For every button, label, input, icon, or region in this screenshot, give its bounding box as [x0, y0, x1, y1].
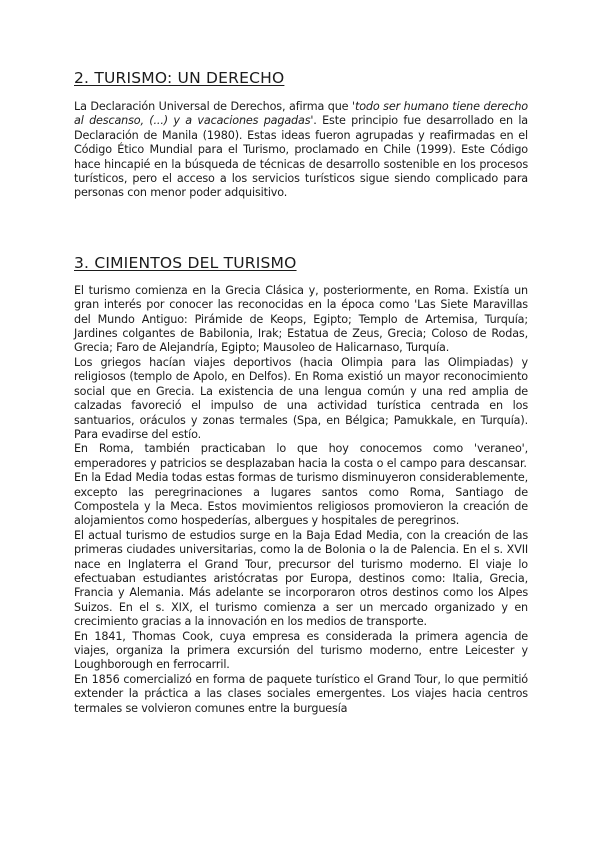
paragraph-grand-tour-paquete: En 1856 comercializó en forma de paquete turístico el Grand Tour, lo que permitió extender la práctica a las clases sociales emergentes. Los viajes hacia centros termales se volvieron comunes entre la burguesía: [74, 672, 528, 715]
paragraph-text-after: '. Este principio fue desarrollado en la Declaración de Manila (1980). Estas ideas fueron agrupadas y reafirmadas en el Código Ético Mundial para el Turismo, proclamado en Chile (1999). Este Código hace hincapié en la búsqueda de técnicas de desarrollo sostenible en los procesos turísticos, pero el acceso a los servicios turísticos sigue siendo complicado para personas con menor poder adquisitivo.: [74, 114, 528, 200]
paragraph-text-before: La Declaración Universal de Derechos, afirma que ': [74, 100, 355, 113]
document-page: [74, 68, 528, 716]
paragraph-roma-veraneo: En Roma, también practicaban lo que hoy conocemos como 'veraneo', emperadores y patricios se desplazaban hacia la costa o el campo para descansar.: [74, 442, 528, 470]
paragraph-turismo-derecho: [74, 100, 528, 201]
quoted-declaration: todo ser humano tiene derecho al descanso, (...) y a vacaciones pagadas: [74, 100, 528, 128]
paragraph-turismo-estudios: El actual turismo de estudios surge en la Baja Edad Media, con la creación de las primeras ciudades universitarias, como la de Bolonia o la de Palencia. En el s. XVII nace en Inglaterra el Grand Tour, precursor del turismo moderno. El viaje lo efectuaban estudiantes aristócratas por Europa, destinos como: Italia, Grecia, Francia y Alemania. Más adelante se incorporaron otros destinos como los Alpes Suizos. En el s. XIX, el turismo comienza a ser un mercado organizado y en crecimiento gracias a la innovación en los medios de transporte.: [74, 528, 528, 629]
section-heading-turismo-derecho: 2. TURISMO: UN DERECHO: [74, 69, 285, 87]
paragraph-griegos-viajes: Los griegos hacían viajes deportivos (hacia Olimpia para las Olimpiadas) y religiosos (templo de Apolo, en Delfos). En Roma existió un mayor reconocimiento social que en Grecia. La existencia de una lengua común y una red amplia de calzadas favoreció el impulso de una actividad turística centrada en los santuarios, oráculos y zonas termales (Spa, en Bélgica; Pamukkale, en Turquía). Para evadirse del estío.: [74, 355, 528, 441]
section-cimientos: [74, 253, 528, 716]
paragraph-edad-media: En la Edad Media todas estas formas de turismo disminuyeron considerablemente, excepto las peregrinaciones a lugares santos como Roma, Santiago de Compostela y la Meca. Estos movimientos religiosos promovieron la creación de alojamientos como hospederías, albergues y hospitales de peregrinos.: [74, 471, 528, 528]
section-heading-cimientos: 3. CIMIENTOS DEL TURISMO: [74, 253, 297, 272]
paragraph-thomas-cook: En 1841, Thomas Cook, cuya empresa es considerada la primera agencia de viajes, organiza la primera excursión del turismo moderno, entre Leicester y Loughborough en ferrocarril.: [74, 629, 528, 672]
paragraph-grecia-roma: El turismo comienza en la Grecia Clásica y, posteriormente, en Roma. Existía un gran interés por conocer las reconocidas en la época como 'Las Siete Maravillas del Mundo Antiguo: Pirámide de Keops, Egipto; Templo de Artemisa, Turquía; Jardines colgantes de Babilonia, Irak; Estatua de Zeus, Grecia; Coloso de Rodas, Grecia; Faro de Alejandría, Egipto; Mausoleo de Halicarnaso, Turquía.: [74, 283, 528, 355]
